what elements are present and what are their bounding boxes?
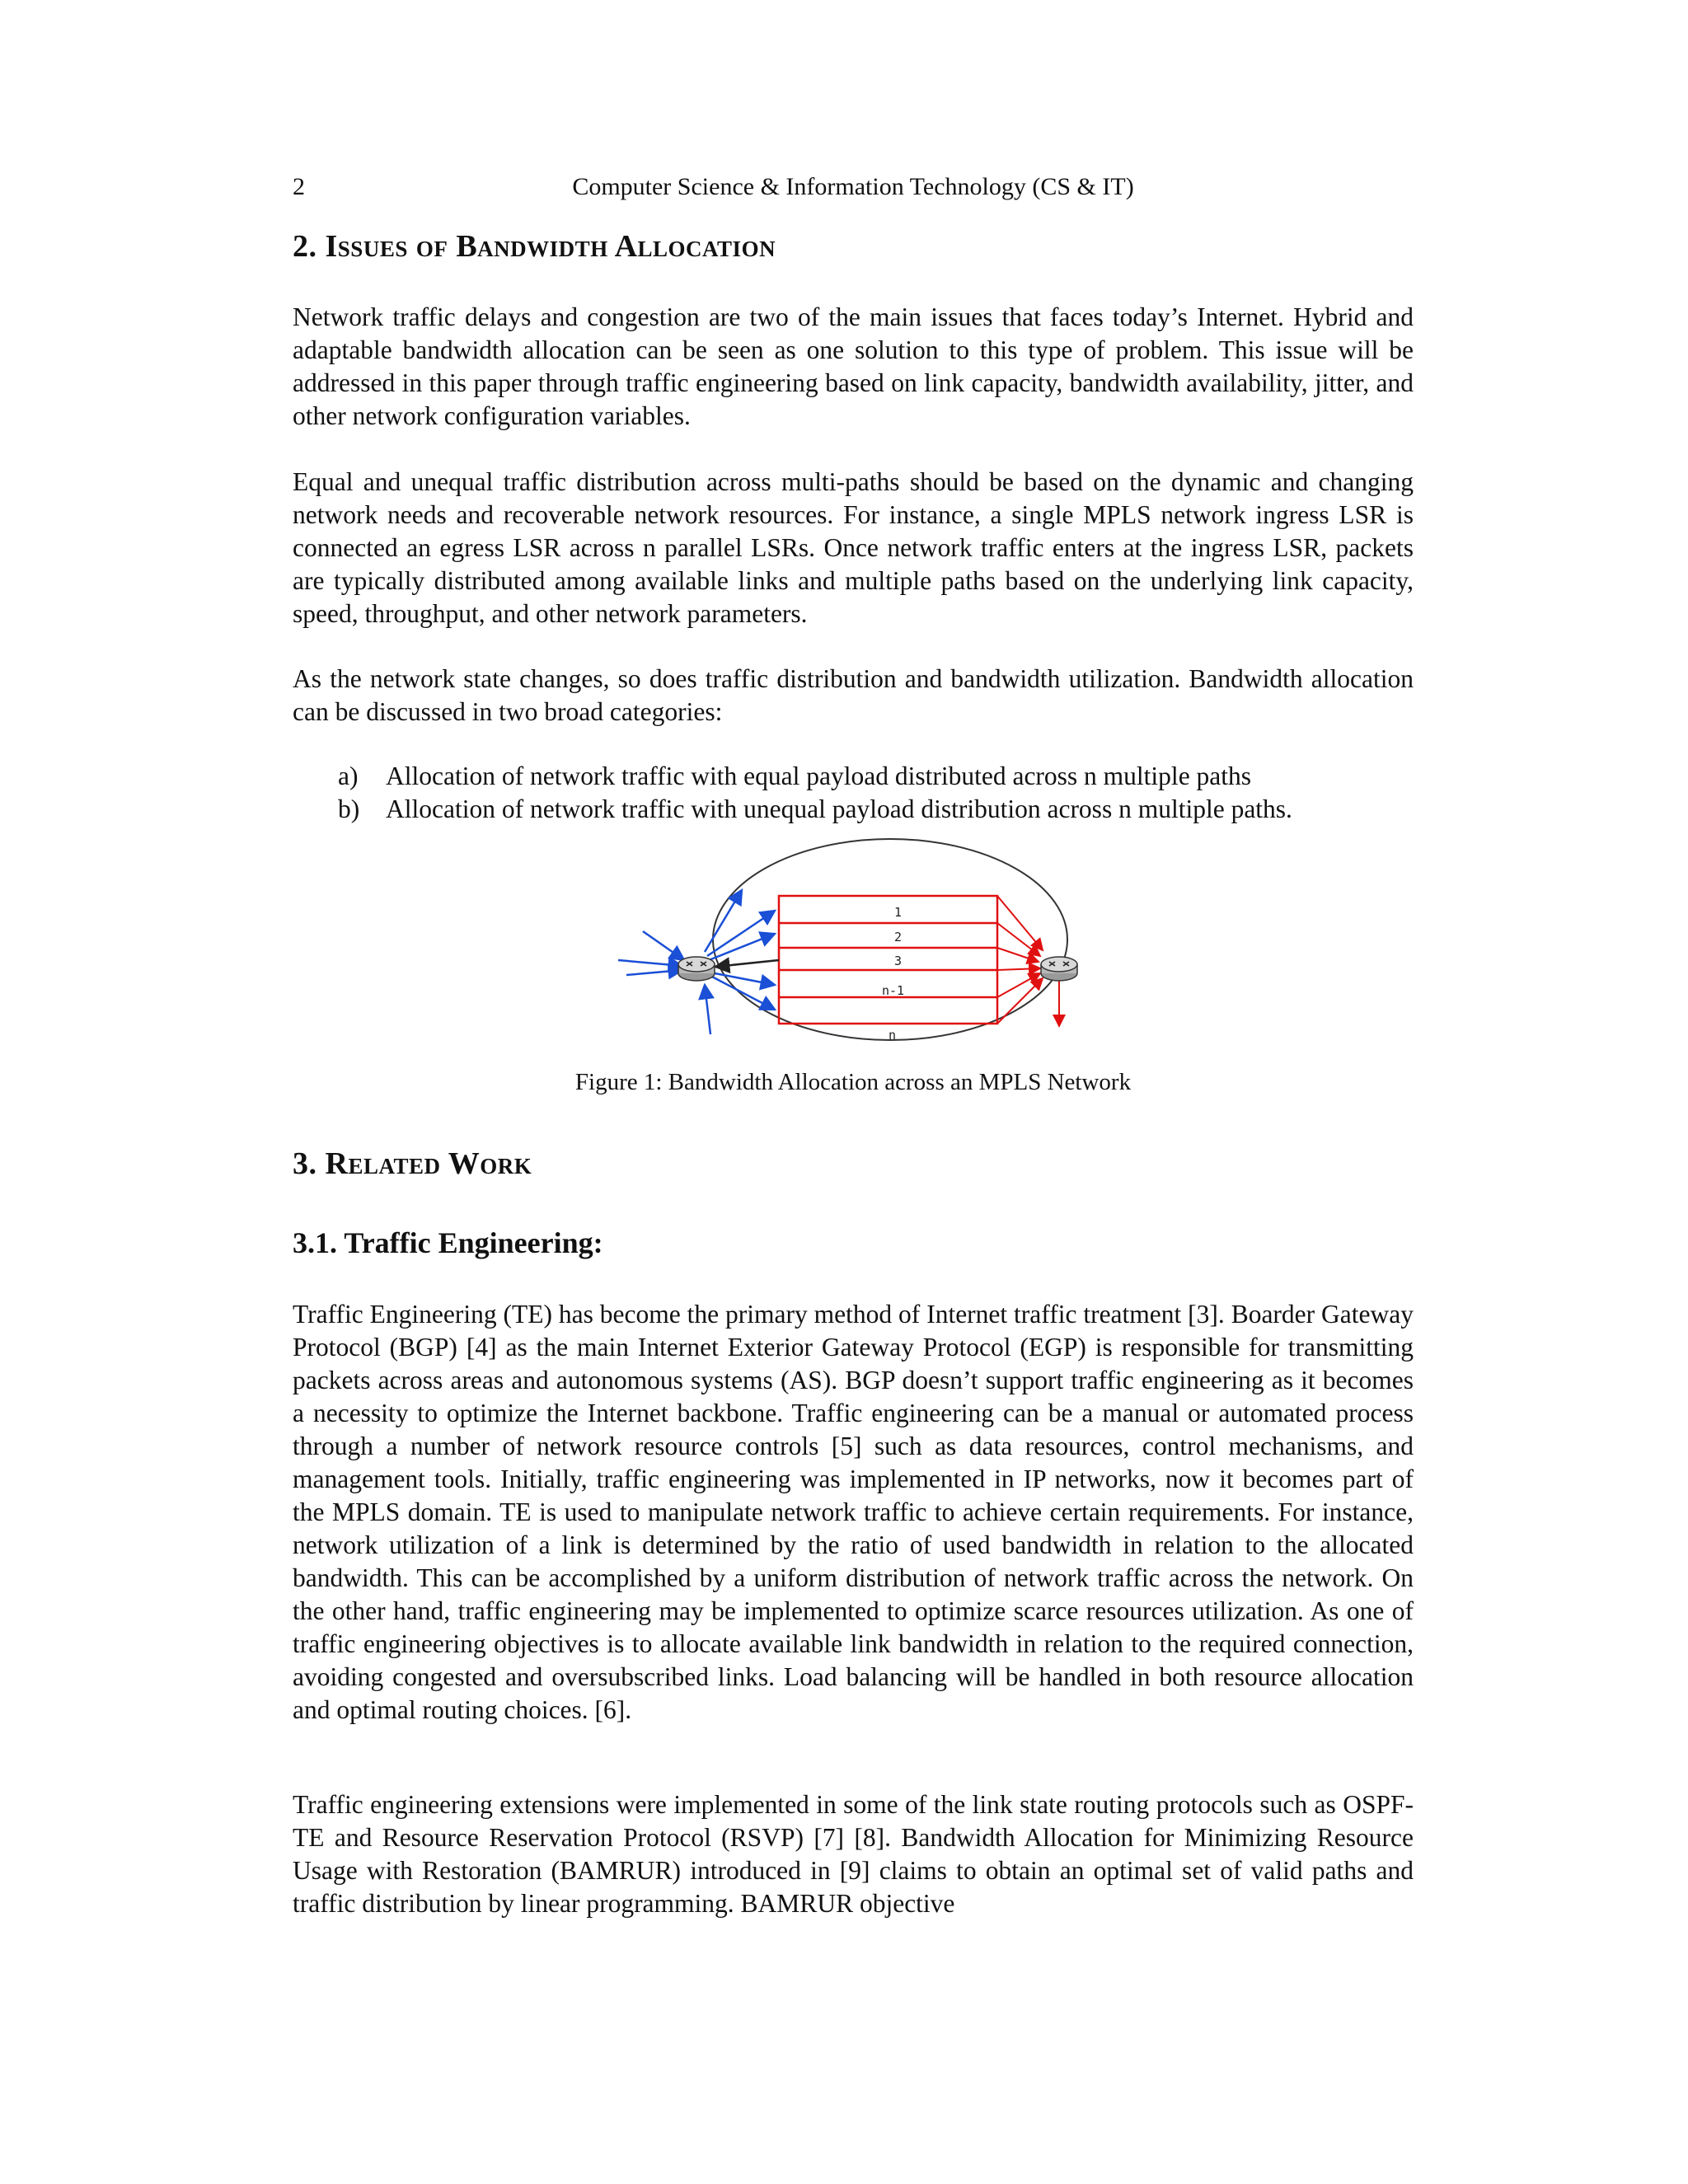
path-label-2: 2 <box>894 930 903 944</box>
list-marker: a) <box>338 762 359 790</box>
path-label-n-1: n-1 <box>882 983 905 998</box>
subsection-3-1-heading: 3.1. Traffic Engineering: <box>293 1226 603 1259</box>
paths-box <box>779 896 997 1024</box>
journal-title: Computer Science & Information Technology (CS & IT) <box>572 173 1134 200</box>
ingress-traffic-arrow <box>626 970 682 975</box>
distribution-arrow <box>705 890 742 952</box>
path-label-3: 3 <box>894 954 903 968</box>
section-3-heading: 3. Related Work <box>293 1146 532 1181</box>
path-arrow <box>997 896 1043 950</box>
figure-1-caption: Figure 1: Bandwidth Allocation across an MPLS Network <box>574 1069 1132 1095</box>
distribution-arrow <box>710 972 775 985</box>
section-2-heading: 2. Issues of Bandwidth Allocation <box>293 229 776 264</box>
distribution-arrow <box>709 975 775 1010</box>
return-arrow <box>715 960 779 967</box>
ingress-traffic-arrow <box>643 931 684 960</box>
list-item <box>338 760 1426 793</box>
section-3-1-paragraph-1: Traffic Engineering (TE) has become the primary method of Internet traffic treatment [3]. Boarder Gateway Protocol (BGP) [4] as the main Internet Exterior Gateway Protocol (EGP) is responsible for transmitting packets across areas and autonomous systems (AS). BGP doesn’t support traffic engineering as it becomes a necessity to optimize the Internet backbone. Traffic engineering can be a manual or automated process through a number of network resource controls [5] such as data resources, control mechanisms, and management tools. Initially, traffic engineering was implemented in IP networks, now it becomes part of the MPLS domain. TE is used to manipulate network traffic to achieve certain requirements. For instance, network utilization of a link is determined by the ratio of used bandwidth in relation to the allocated bandwidth. This can be accomplished by a uniform distribution of network traffic across the network. On the other hand, traffic engineering may be implemented to optimize scarce resources utilization. As one of traffic engineering objectives is to allocate available link bandwidth in relation to the required connection, avoiding congested and oversubscribed links. Load balancing will be handled in both resource allocation and optimal routing choices. [6]. <box>293 1300 1414 1724</box>
path-label-1: 1 <box>894 905 903 920</box>
mpls-domain-ellipse <box>713 839 1067 1040</box>
page-number: 2 <box>293 173 305 200</box>
mpls-network-figure <box>610 837 1104 1051</box>
list-item-text: Allocation of network traffic with unequal payload distribution across n multiple paths. <box>386 794 1292 823</box>
mpls-diagram <box>610 837 1104 1051</box>
list-marker: b) <box>338 794 360 823</box>
path-arrow <box>997 973 1040 997</box>
allocation-categories-list <box>338 760 1426 826</box>
list-item <box>338 793 1426 826</box>
section-2-paragraph-1: Network traffic delays and congestion are two of the main issues that faces today’s Internet. Hybrid and adaptable bandwidth allocation can be seen as one solution to this type of problem. This issue will be addressed in this paper through traffic engineering based on link capacity, bandwidth availability, jitter, and other network configuration variables. <box>293 302 1414 430</box>
ingress-router-icon <box>678 957 715 981</box>
egress-router-icon <box>1041 957 1077 981</box>
distribution-arrow <box>709 934 775 960</box>
running-header <box>293 173 1414 209</box>
path-arrow <box>997 968 1040 970</box>
path-label-n: n <box>889 1028 897 1043</box>
section-2-paragraph-3: As the network state changes, so does traffic distribution and bandwidth utilization. Bandwidth allocation can be discussed in two broad categories: <box>293 664 1414 726</box>
list-item-text: Allocation of network traffic with equal payload distributed across n multiple paths <box>386 762 1252 790</box>
section-2-paragraph-2: Equal and unequal traffic distribution across multi-paths should be based on the dynamic and changing network needs and recoverable network resources. For instance, a single MPLS network ingress LSR is connected an egress LSR across n parallel LSRs. Once network traffic enters at the ingress LSR, packets are typically distributed among available links and multiple paths based on the underlying link capacity, speed, throughput, and other network parameters. <box>293 467 1414 628</box>
section-3-1-paragraph-2: Traffic engineering extensions were implemented in some of the link state routing protocols such as OSPF-TE and Resource Reservation Protocol (RSVP) [7] [8]. Bandwidth Allocation for Minimizing Resource Usage with Restoration (BAMRUR) introduced in [9] claims to obtain an optimal set of valid paths and traffic distribution by linear programming. BAMRUR objective <box>293 1790 1414 1918</box>
ingress-traffic-arrow <box>618 960 682 966</box>
ingress-traffic-arrow <box>705 985 710 1034</box>
